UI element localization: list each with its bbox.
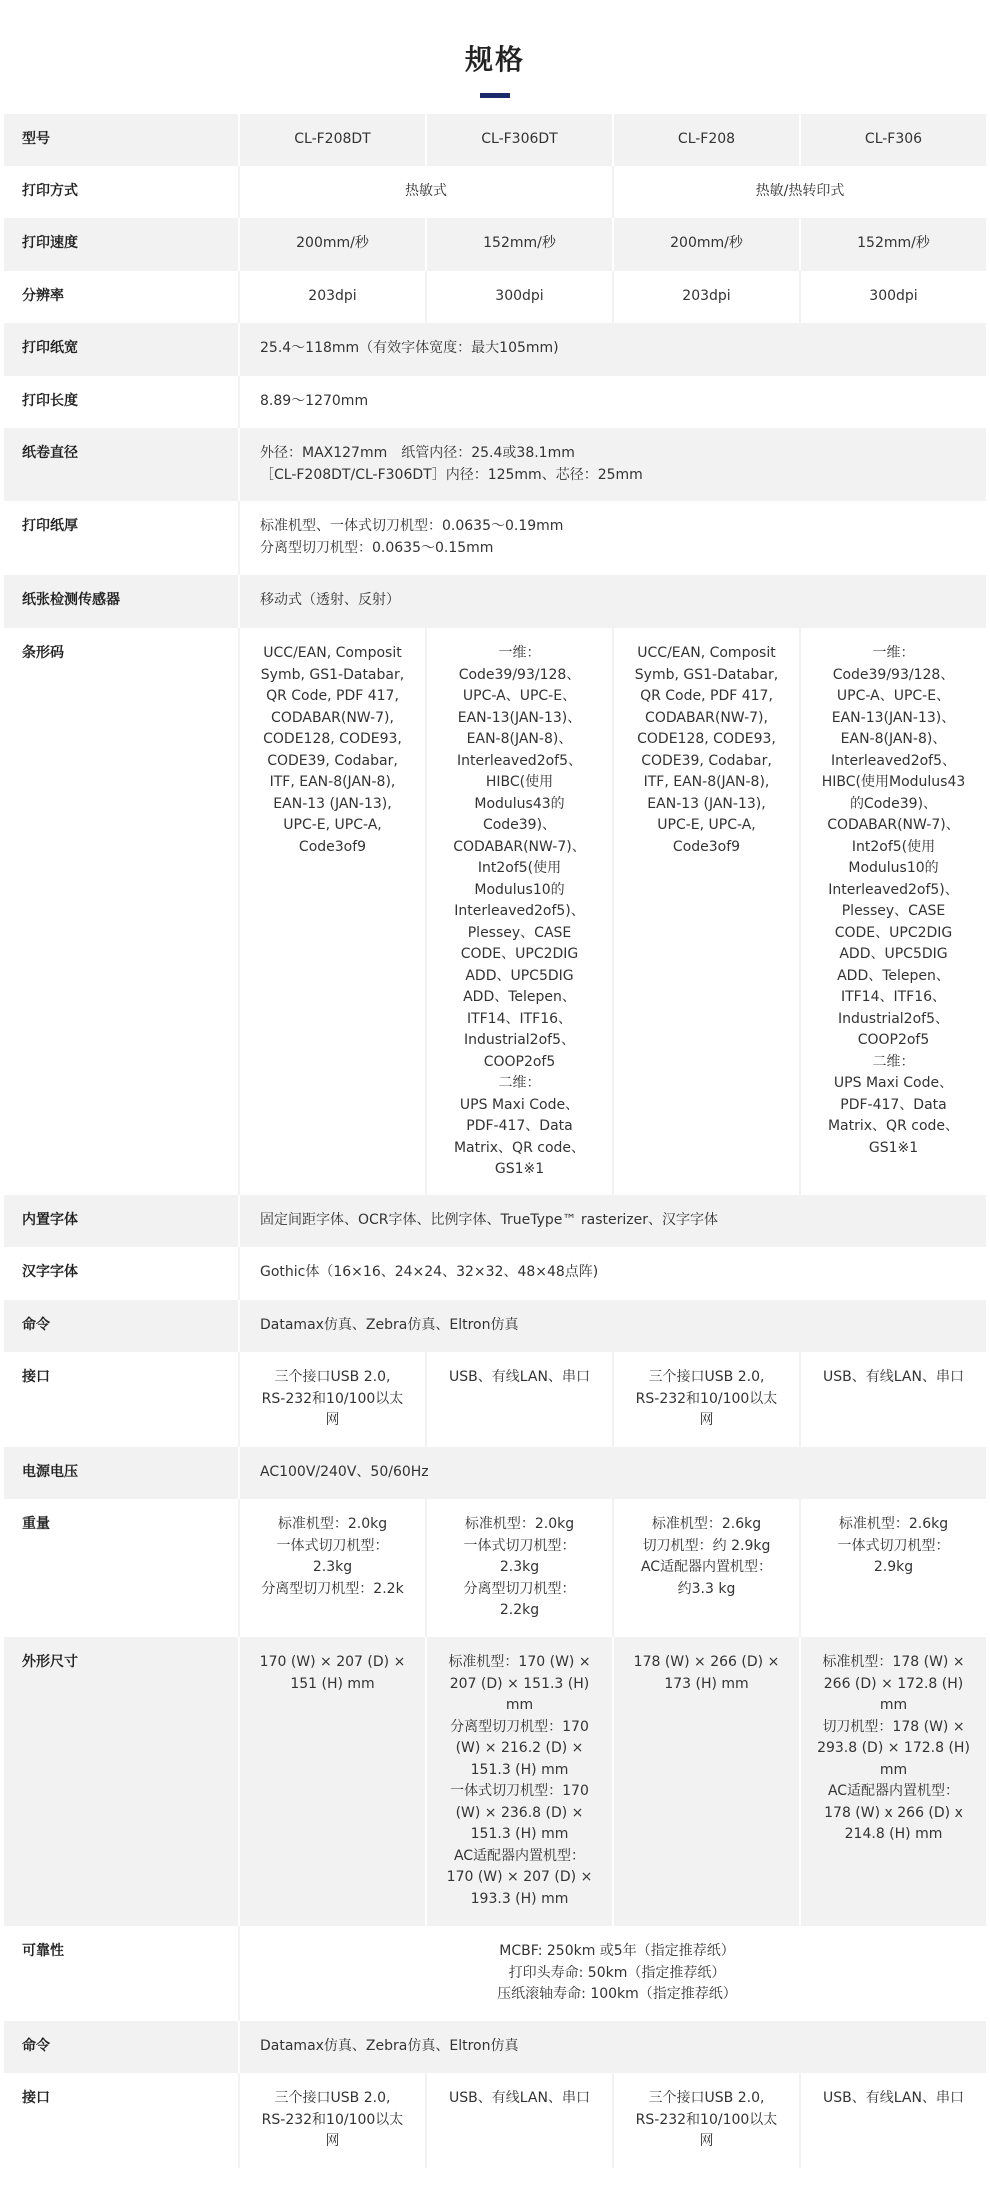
cell-line: 170 (W) × 207 (D) × xyxy=(446,1869,593,1885)
cell-line: 一维： xyxy=(498,645,541,661)
table-cell: 200mm/秒 xyxy=(238,218,425,271)
cell-line: ADD、Telepen、 xyxy=(837,967,950,984)
cell-line: UPC-E, UPC-A, xyxy=(283,817,382,833)
cell-line: 标准机型：170 (W) × xyxy=(448,1654,591,1670)
table-cell xyxy=(612,1352,799,1447)
cell-line: 外径：MAX127mm 纸管内径：25.4或38.1mm xyxy=(260,445,575,461)
cell-line: 一体式切刀机型：170 xyxy=(450,1783,589,1799)
cell-line: UPC-E, UPC-A, xyxy=(657,817,756,833)
column-header: CL-F306DT xyxy=(425,114,612,166)
cell-line: Int2of5(使用 xyxy=(477,860,562,876)
cell-line: 三个接口USB 2.0, xyxy=(648,2090,765,2106)
cell-line: CODABAR(NW-7)、 xyxy=(827,817,960,833)
cell-line: 标准机型：2.0kg xyxy=(277,1516,388,1532)
table-row xyxy=(4,2021,986,2073)
row-label: 分辨率 xyxy=(4,271,238,323)
cell-line: 2.3kg xyxy=(499,1559,540,1575)
cell-line: Code39/93/128、 xyxy=(832,666,955,683)
cell-line: Code39)、 xyxy=(482,817,557,833)
cell-line: ADD、Telepen、 xyxy=(463,989,576,1005)
table-row xyxy=(4,1926,986,2021)
cell-line: UCC/EAN, Composit xyxy=(637,645,776,661)
table-row xyxy=(4,628,986,1195)
cell-line: 293.8 (D) × 172.8 (H) xyxy=(817,1740,970,1756)
table-cell xyxy=(238,1926,986,2021)
spec-table xyxy=(4,114,986,2168)
table-row xyxy=(4,1352,986,1447)
table-cell xyxy=(238,1352,425,1447)
cell-line: GS1※1 xyxy=(494,1161,545,1177)
cell-line: mm xyxy=(505,1697,534,1713)
table-cell: Datamax仿真、Zebra仿真、Eltron仿真 xyxy=(238,2021,986,2073)
cell-line: Matrix、QR code、 xyxy=(827,1118,960,1134)
table-cell xyxy=(425,1499,612,1637)
table-row xyxy=(4,114,986,166)
cell-line: 标准机型、一体式切刀机型：0.0635～0.19mm xyxy=(260,518,564,534)
cell-line: UPC-A、UPC-E、 xyxy=(836,688,951,704)
row-label: 打印纸宽 xyxy=(4,323,238,376)
row-label: 条形码 xyxy=(4,628,238,1195)
table-row xyxy=(4,376,986,428)
cell-line: 170 (W) × 207 (D) × xyxy=(259,1654,406,1670)
table-cell xyxy=(238,501,986,575)
table-row xyxy=(4,1300,986,1352)
table-cell xyxy=(799,1499,986,1637)
cell-line: CODE、UPC2DIG xyxy=(834,924,953,941)
table-row xyxy=(4,1637,986,1926)
cell-line: EAN-13 (JAN-13), xyxy=(647,795,766,812)
cell-line: ITF14、ITF16、 xyxy=(840,989,947,1005)
cell-line: ITF, EAN-8(JAN-8), xyxy=(643,774,770,790)
table-cell xyxy=(612,1499,799,1637)
column-header: CL-F208DT xyxy=(238,114,425,166)
row-label: 命令 xyxy=(4,1300,238,1352)
row-label: 接口 xyxy=(4,2073,238,2168)
table-cell: Datamax仿真、Zebra仿真、Eltron仿真 xyxy=(238,1300,986,1352)
table-cell: 热敏/热转印式 xyxy=(612,166,986,218)
cell-line: QR Code, PDF 417, xyxy=(640,688,773,704)
row-label: 接口 xyxy=(4,1352,238,1447)
table-cell xyxy=(238,2073,425,2168)
table-cell xyxy=(612,628,799,1195)
cell-line: CODE128, CODE93, xyxy=(637,731,776,747)
cell-line: USB、有线LAN、串口 xyxy=(449,2090,590,2106)
table-cell xyxy=(238,628,425,1195)
cell-line: 151.3 (H) mm xyxy=(470,1761,569,1778)
cell-line: 三个接口USB 2.0, xyxy=(274,1369,391,1385)
cell-line: RS-232和10/100以太 xyxy=(261,1390,404,1407)
cell-line: UPC-A、UPC-E、 xyxy=(462,688,577,704)
row-label: 可靠性 xyxy=(4,1926,238,2021)
cell-line: Plessey、CASE xyxy=(841,903,946,919)
cell-line: 网 xyxy=(699,1412,714,1428)
cell-line: 约3.3 kg xyxy=(677,1580,736,1597)
table-cell xyxy=(799,1637,986,1926)
cell-line: 切刀机型：178 (W) × xyxy=(822,1718,965,1735)
cell-line: 173 (H) mm xyxy=(664,1675,749,1692)
cell-line: Code39/93/128、 xyxy=(458,666,581,683)
cell-line: 2.2kg xyxy=(499,1602,540,1618)
row-label: 纸张检测传感器 xyxy=(4,575,238,628)
cell-line: ITF14、ITF16、 xyxy=(466,1010,573,1027)
cell-line: (W) × 236.8 (D) × xyxy=(455,1804,584,1821)
cell-line: 一体式切刀机型： xyxy=(276,1537,389,1554)
cell-line: 的Code39)、 xyxy=(849,795,938,812)
cell-line: 压纸滚轴寿命: 100km（指定推荐纸） xyxy=(497,1986,737,2002)
table-cell: 200mm/秒 xyxy=(612,218,799,271)
table-cell: 热敏式 xyxy=(238,166,612,218)
cell-line: AC适配器内置机型： xyxy=(453,1847,586,1864)
cell-line: 2.9kg xyxy=(873,1559,914,1575)
cell-line: Interleaved2of5)、 xyxy=(828,881,959,898)
table-cell xyxy=(425,1637,612,1926)
cell-line: ADD、UPC5DIG xyxy=(465,967,574,984)
cell-line: COOP2of5 xyxy=(857,1032,930,1048)
table-row xyxy=(4,1195,986,1247)
cell-line: EAN-13(JAN-13)、 xyxy=(831,709,956,726)
cell-line: 214.8 (H) mm xyxy=(844,1826,943,1842)
cell-line: 切刀机型：约 2.9kg xyxy=(642,1537,771,1554)
row-label: 重量 xyxy=(4,1499,238,1637)
cell-line: 标准机型：178 (W) × xyxy=(822,1654,965,1670)
table-row xyxy=(4,428,986,501)
table-cell xyxy=(238,1637,425,1926)
cell-line: Interleaved2of5、 xyxy=(830,752,957,769)
table-row xyxy=(4,2073,986,2168)
title-section xyxy=(0,0,990,114)
cell-line: CODE39, Codabar, xyxy=(267,752,398,769)
cell-line: RS-232和10/100以太 xyxy=(635,1390,778,1407)
table-cell xyxy=(612,1637,799,1926)
cell-line: 分离型切刀机型： xyxy=(463,1580,576,1597)
cell-line: RS-232和10/100以太 xyxy=(261,2111,404,2128)
column-header: CL-F306 xyxy=(799,114,986,166)
cell-line: 二维： xyxy=(872,1053,915,1070)
cell-line: RS-232和10/100以太 xyxy=(635,2111,778,2128)
table-row xyxy=(4,575,986,628)
cell-line: CODE39, Codabar, xyxy=(641,752,772,769)
cell-line: 网 xyxy=(325,1412,340,1428)
cell-line: 标准机型：2.6kg xyxy=(838,1516,949,1532)
cell-line: ADD、UPC5DIG xyxy=(839,946,948,962)
title-underline xyxy=(480,93,510,98)
row-label: 打印速度 xyxy=(4,218,238,271)
cell-line: AC适配器内置机型： xyxy=(827,1783,960,1799)
table-cell: 固定间距字体、OCR字体、比例字体、TrueType™ rasterizer、汉字字体 xyxy=(238,1195,986,1247)
table-cell: 300dpi xyxy=(799,271,986,323)
cell-line: HIBC(使用 xyxy=(485,774,554,790)
cell-line: 网 xyxy=(699,2133,714,2149)
page-title: 规格 xyxy=(464,43,525,76)
cell-line: Interleaved2of5)、 xyxy=(454,903,585,919)
cell-line: CODABAR(NW-7), xyxy=(645,709,768,726)
cell-line: 三个接口USB 2.0, xyxy=(274,2090,391,2106)
cell-line: Code3of9 xyxy=(672,838,741,855)
cell-line: ITF, EAN-8(JAN-8), xyxy=(269,774,396,790)
cell-line: PDF-417、Data xyxy=(466,1118,573,1134)
cell-line: 207 (D) × 151.3 (H) xyxy=(449,1675,590,1692)
table-cell: Gothic体（16×16、24×24、32×32、48×48点阵) xyxy=(238,1247,986,1300)
cell-line: ［CL-F208DT/CL-F306DT］内径：125mm、芯径：25mm xyxy=(260,466,643,483)
table-cell xyxy=(425,1352,612,1447)
cell-line: MCBF: 250km 或5年（指定推荐纸） xyxy=(499,1943,735,1959)
cell-line: CODE、UPC2DIG xyxy=(460,946,579,962)
table-cell xyxy=(799,628,986,1195)
cell-line: EAN-8(JAN-8)、 xyxy=(840,731,947,747)
cell-line: USB、有线LAN、串口 xyxy=(823,2090,964,2106)
cell-line: Industrial2of5、 xyxy=(838,1010,949,1027)
table-cell: 203dpi xyxy=(238,271,425,323)
cell-line: 网 xyxy=(325,2133,340,2149)
table-cell: 移动式（透射、反射） xyxy=(238,575,986,628)
cell-line: 151.3 (H) mm xyxy=(470,1826,569,1842)
table-cell: 25.4～118mm（有效字体宽度：最大105mm) xyxy=(238,323,986,376)
table-cell: 8.89～1270mm xyxy=(238,376,986,428)
cell-line: 一维： xyxy=(872,645,915,661)
cell-line: AC适配器内置机型： xyxy=(640,1559,773,1575)
cell-line: Modulus43的 xyxy=(474,795,565,812)
cell-line: 三个接口USB 2.0, xyxy=(648,1369,765,1385)
cell-line: UCC/EAN, Composit xyxy=(263,645,402,661)
cell-line: USB、有线LAN、串口 xyxy=(823,1369,964,1385)
table-row xyxy=(4,271,986,323)
table-cell: 203dpi xyxy=(612,271,799,323)
cell-line: COOP2of5 xyxy=(483,1053,556,1070)
cell-line: 分离型切刀机型：170 xyxy=(450,1718,589,1735)
table-row xyxy=(4,218,986,271)
cell-line: Plessey、CASE xyxy=(467,924,572,941)
cell-line: Int2of5(使用 xyxy=(851,838,936,855)
table-cell: AC100V/240V、50/60Hz xyxy=(238,1447,986,1499)
column-header: CL-F208 xyxy=(612,114,799,166)
cell-line: UPS Maxi Code、 xyxy=(833,1075,954,1091)
cell-line: Symb, GS1-Databar, xyxy=(634,666,779,683)
cell-line: 2.3kg xyxy=(312,1559,353,1575)
cell-line: EAN-13(JAN-13)、 xyxy=(457,709,582,726)
cell-line: UPS Maxi Code、 xyxy=(459,1096,580,1113)
table-row xyxy=(4,323,986,376)
cell-line: PDF-417、Data xyxy=(840,1096,947,1113)
row-label: 电源电压 xyxy=(4,1447,238,1499)
table-cell: 152mm/秒 xyxy=(799,218,986,271)
cell-line: 二维： xyxy=(498,1075,541,1091)
table-cell: 152mm/秒 xyxy=(425,218,612,271)
table-row xyxy=(4,1447,986,1499)
cell-line: 178 (W) × 266 (D) × xyxy=(633,1654,780,1670)
table-row xyxy=(4,501,986,575)
row-label: 汉字字体 xyxy=(4,1247,238,1300)
table-cell xyxy=(238,428,986,501)
row-label: 内置字体 xyxy=(4,1195,238,1247)
table-row xyxy=(4,166,986,218)
cell-line: EAN-13 (JAN-13), xyxy=(273,795,392,812)
row-label: 打印方式 xyxy=(4,166,238,218)
cell-line: 标准机型：2.6kg xyxy=(651,1516,762,1532)
cell-line: EAN-8(JAN-8)、 xyxy=(466,731,573,747)
cell-line: 一体式切刀机型： xyxy=(837,1537,950,1554)
cell-line: 分离型切刀机型：0.0635～0.15mm xyxy=(260,539,494,556)
cell-line: 分离型切刀机型：2.2k xyxy=(261,1580,404,1597)
cell-line: 151 (H) mm xyxy=(290,1675,375,1692)
row-label: 外形尺寸 xyxy=(4,1637,238,1926)
cell-line: (W) × 216.2 (D) × xyxy=(455,1740,584,1756)
row-label: 打印长度 xyxy=(4,376,238,428)
table-cell xyxy=(425,2073,612,2168)
table-cell xyxy=(238,1499,425,1637)
row-label: 型号 xyxy=(4,114,238,166)
cell-line: Interleaved2of5、 xyxy=(456,752,583,769)
cell-line: USB、有线LAN、串口 xyxy=(449,1369,590,1385)
cell-line: 一体式切刀机型： xyxy=(463,1537,576,1554)
cell-line: mm xyxy=(879,1761,908,1778)
cell-line: 193.3 (H) mm xyxy=(470,1890,569,1907)
cell-line: CODE128, CODE93, xyxy=(263,731,402,747)
table-row xyxy=(4,1247,986,1300)
table-row xyxy=(4,1499,986,1637)
cell-line: 178 (W) x 266 (D) x xyxy=(824,1804,963,1821)
cell-line: QR Code, PDF 417, xyxy=(266,688,399,704)
table-cell xyxy=(425,628,612,1195)
cell-line: HIBC(使用Modulus43 xyxy=(821,774,966,790)
row-label: 命令 xyxy=(4,2021,238,2073)
cell-line: GS1※1 xyxy=(868,1139,919,1156)
table-cell: 300dpi xyxy=(425,271,612,323)
cell-line: mm xyxy=(879,1697,908,1713)
cell-line: Industrial2of5、 xyxy=(464,1032,575,1048)
cell-line: 标准机型：2.0kg xyxy=(464,1516,575,1532)
table-cell xyxy=(612,2073,799,2168)
cell-line: 266 (D) × 172.8 (H) xyxy=(823,1675,964,1692)
cell-line: Modulus10的 xyxy=(848,860,939,876)
cell-line: Matrix、QR code、 xyxy=(453,1139,586,1156)
cell-line: Modulus10的 xyxy=(474,881,565,898)
row-label: 打印纸厚 xyxy=(4,501,238,575)
cell-line: Symb, GS1-Databar, xyxy=(260,666,405,683)
cell-line: CODABAR(NW-7), xyxy=(271,709,394,726)
table-cell xyxy=(799,2073,986,2168)
table-cell xyxy=(799,1352,986,1447)
cell-line: 打印头寿命: 50km（指定推荐纸） xyxy=(508,1964,726,1981)
cell-line: CODABAR(NW-7)、 xyxy=(453,838,586,855)
row-label: 纸卷直径 xyxy=(4,428,238,501)
cell-line: Code3of9 xyxy=(298,838,367,855)
